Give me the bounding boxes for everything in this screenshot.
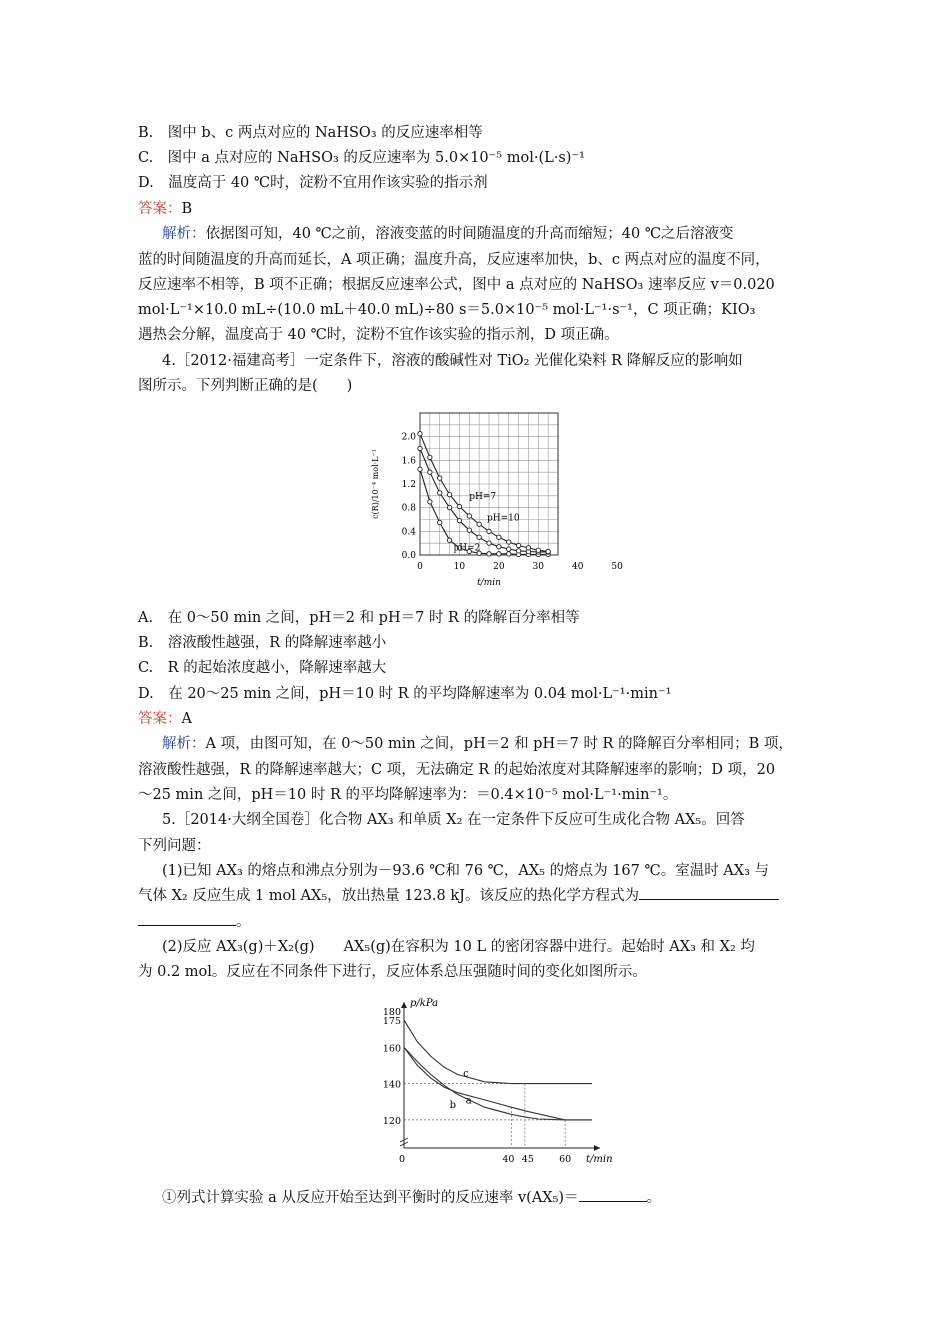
curve-label: a xyxy=(465,1095,472,1107)
x-tick-label: 45 xyxy=(521,1154,534,1165)
q3-answer xyxy=(138,199,192,219)
data-point xyxy=(487,541,491,545)
subquestion-text: ①列式计算实验 a 从反应开始至达到平衡时的反应速率 v(AX₅)＝ xyxy=(162,1190,579,1206)
q3-option-b: B. 图中 b、c 两点对应的 NaHSO₃ 的反应速率相等 xyxy=(138,125,483,141)
data-point xyxy=(418,432,422,436)
data-point xyxy=(428,500,432,504)
data-point xyxy=(477,535,481,539)
q4-explanation-1 xyxy=(162,734,793,754)
data-point xyxy=(438,476,442,480)
q4-answer xyxy=(138,709,192,729)
data-point xyxy=(516,543,520,547)
q4-stem-1: 4.［2012·福建高考］一定条件下，溶液的酸碱性对 TiO₂ 光催化染料 R 降解反应的影响如 xyxy=(162,353,743,369)
answer-value: B xyxy=(181,201,193,217)
data-point xyxy=(467,514,471,518)
y-tick-label: 160 xyxy=(382,1043,401,1055)
q3-explanation-1 xyxy=(162,224,734,244)
x-tick-label: 40 xyxy=(571,562,584,572)
data-point xyxy=(418,467,422,471)
q5-part1-a: (1)已知 AX₃ 的熔点和沸点分别为－93.6 ℃和 76 ℃，AX₅ 的熔点为 167 ℃。室温时 AX₃ 与 xyxy=(162,863,770,879)
y-tick-label: 0.8 xyxy=(401,503,416,514)
explanation-text: 依据图可知，40 ℃之前，溶液变蓝的时间随温度的升高而缩短；40 ℃之后溶液变 xyxy=(205,226,734,242)
q3-explanation-4: mol·L⁻¹×10.0 mL÷(10.0 mL＋40.0 mL)÷80 s＝5.0×10⁻⁵ mol·L⁻¹·s⁻¹，C 项正确；KIO₃ xyxy=(138,302,756,318)
q3-explanation-5: 遇热会分解，温度高于 40 ℃时，淀粉不宜作该实验的指示剂，D 项正确。 xyxy=(138,327,619,343)
y-axis-label: p/kPa xyxy=(410,998,439,1009)
q5-subquestion-1 xyxy=(162,1188,661,1208)
curve-label: pH=2 xyxy=(453,543,481,554)
y-tick-label: 1.6 xyxy=(401,456,416,467)
q3-explanation-2: 蓝的时间随温度的升高而延长，A 项正确；温度升高，反应速率加快，b、c 两点对应的温度不同， xyxy=(138,252,770,268)
x-tick-label: 20 xyxy=(493,562,505,572)
q4-option-b: B. 溶液酸性越强，R 的降解速率越小 xyxy=(138,635,387,651)
x-axis-label: t/min xyxy=(477,578,501,588)
x-tick-label: 30 xyxy=(532,562,545,572)
degradation-chart xyxy=(360,405,630,595)
x-tick-label: 0 xyxy=(417,562,423,572)
explanation-text: A 项，由图可知，在 0～50 min 之间，pH＝2 和 pH＝7 时 R 的降解百分率相同；B 项， xyxy=(205,736,793,752)
x-tick-label: 50 xyxy=(611,562,623,572)
data-point xyxy=(536,548,540,552)
q3-option-c: C. 图中 a 点对应的 NaHSO₃ 的反应速率为 5.0×10⁻⁵ mol·(L·s)⁻¹ xyxy=(138,150,585,166)
data-point xyxy=(447,505,451,509)
series-line-c xyxy=(404,1020,592,1084)
y-tick-label: 1.2 xyxy=(401,480,416,490)
y-tick-label: 2.0 xyxy=(401,432,416,443)
x-tick-label: 40 xyxy=(502,1154,515,1165)
curve-label: pH=7 xyxy=(469,491,497,502)
data-point xyxy=(507,547,511,551)
q5-stem-2: 下列问题： xyxy=(138,838,211,854)
x-axis-label: t/min xyxy=(586,1154,613,1165)
q4-option-c: C. R 的起始浓度越小，降解速率越大 xyxy=(138,660,387,676)
q5-part1-c xyxy=(138,912,251,932)
q4-option-d: D. 在 20～25 min 之间，pH＝10 时 R 的平均降解速率为 0.04 mol·L⁻¹·min⁻¹ xyxy=(138,686,672,702)
q4-explanation-2: 溶液酸性越强，R 的降解速率越大；C 项，无法确定 R 的起始浓度对其降解速率的影响；D 项，20 xyxy=(138,762,776,778)
data-point xyxy=(467,528,471,532)
q4-option-a: A. 在 0～50 min 之间，pH＝2 和 pH＝7 时 R 的降解百分率相等 xyxy=(138,610,580,626)
answer-label: 答案： xyxy=(138,711,182,727)
data-point xyxy=(418,446,422,450)
data-point xyxy=(477,522,481,526)
data-point xyxy=(497,545,501,549)
data-point xyxy=(487,529,491,533)
curve-label: c xyxy=(463,1068,469,1080)
q3-explanation-3: 反应速率不相等，B 项不正确；根据反应速率公式，图中 a 点对应的 NaHSO₃ 速率反应 v＝0.020 xyxy=(138,277,775,293)
x-tick-label: 10 xyxy=(453,562,466,572)
pressure-chart xyxy=(370,988,630,1178)
data-point xyxy=(487,552,491,556)
y-tick-label: 0.0 xyxy=(401,551,416,561)
data-point xyxy=(447,538,451,542)
data-point xyxy=(516,549,520,553)
q5-part1-b xyxy=(138,886,779,906)
data-point xyxy=(497,535,501,539)
data-point xyxy=(457,518,461,522)
series-line-pH=2 xyxy=(420,469,548,554)
y-tick-label: 140 xyxy=(382,1079,401,1091)
explanation-label: 解析： xyxy=(162,226,206,242)
data-point xyxy=(507,552,511,556)
data-point xyxy=(507,540,511,544)
answer-blank[interactable] xyxy=(639,899,779,900)
answer-blank[interactable] xyxy=(579,1201,647,1202)
data-point xyxy=(428,455,432,459)
period: 。 xyxy=(646,1190,662,1206)
y-tick-label: 120 xyxy=(382,1115,401,1127)
y-tick-label: 175 xyxy=(382,1016,401,1028)
q5-part2-b: 为 0.2 mol。反应在不同条件下进行，反应体系总压强随时间的变化如图所示。 xyxy=(138,964,647,980)
y-axis-label: c(R)/10⁻⁴ mol·L⁻¹ xyxy=(371,449,380,519)
explanation-label: 解析： xyxy=(162,736,206,752)
y-tick-label: 0.4 xyxy=(401,527,416,538)
q5-part2-a: (2)反应 AX₃(g)＋X₂(g) AX₅(g)在容积为 10 L 的密闭容器中进行。起始时 AX₃ 和 X₂ 均 xyxy=(162,939,755,955)
data-point xyxy=(497,552,501,556)
data-point xyxy=(526,546,530,550)
answer-blank[interactable] xyxy=(138,925,236,926)
q5-stem-1: 5.［2014·大纲全国卷］化合物 AX₃ 和单质 X₂ 在一定条件下反应可生成化合物 AX₅。回答 xyxy=(162,812,745,828)
q4-stem-2: 图所示。下列判断正确的是( ) xyxy=(138,378,353,394)
data-point xyxy=(447,492,451,496)
curve-label: b xyxy=(449,1099,457,1111)
x-tick-label: 60 xyxy=(559,1154,572,1165)
data-point xyxy=(428,470,432,474)
curve-label: pH=10 xyxy=(487,513,520,524)
x-axis-arrow xyxy=(594,1145,600,1151)
y-axis-arrow xyxy=(401,1002,407,1008)
part1-text: 气体 X₂ 反应生成 1 mol AX₅，放出热量 123.8 kJ。该反应的热化学方程式为 xyxy=(138,888,639,904)
y-tick-label: 180 xyxy=(382,1007,401,1019)
answer-label: 答案： xyxy=(138,201,182,217)
data-point xyxy=(546,549,550,553)
q4-explanation-3: ～25 min 之间，pH＝10 时 R 的平均降解速率为：＝0.4×10⁻⁵ mol·L⁻¹·min⁻¹。 xyxy=(138,787,678,803)
data-point xyxy=(438,491,442,495)
period: 。 xyxy=(236,914,251,930)
data-point xyxy=(457,504,461,508)
q3-option-d: D. 温度高于 40 ℃时，淀粉不宜用作该实验的指示剂 xyxy=(138,175,488,191)
x-tick-label: 0 xyxy=(398,1154,406,1165)
data-point xyxy=(438,520,442,524)
answer-value: A xyxy=(181,711,192,727)
